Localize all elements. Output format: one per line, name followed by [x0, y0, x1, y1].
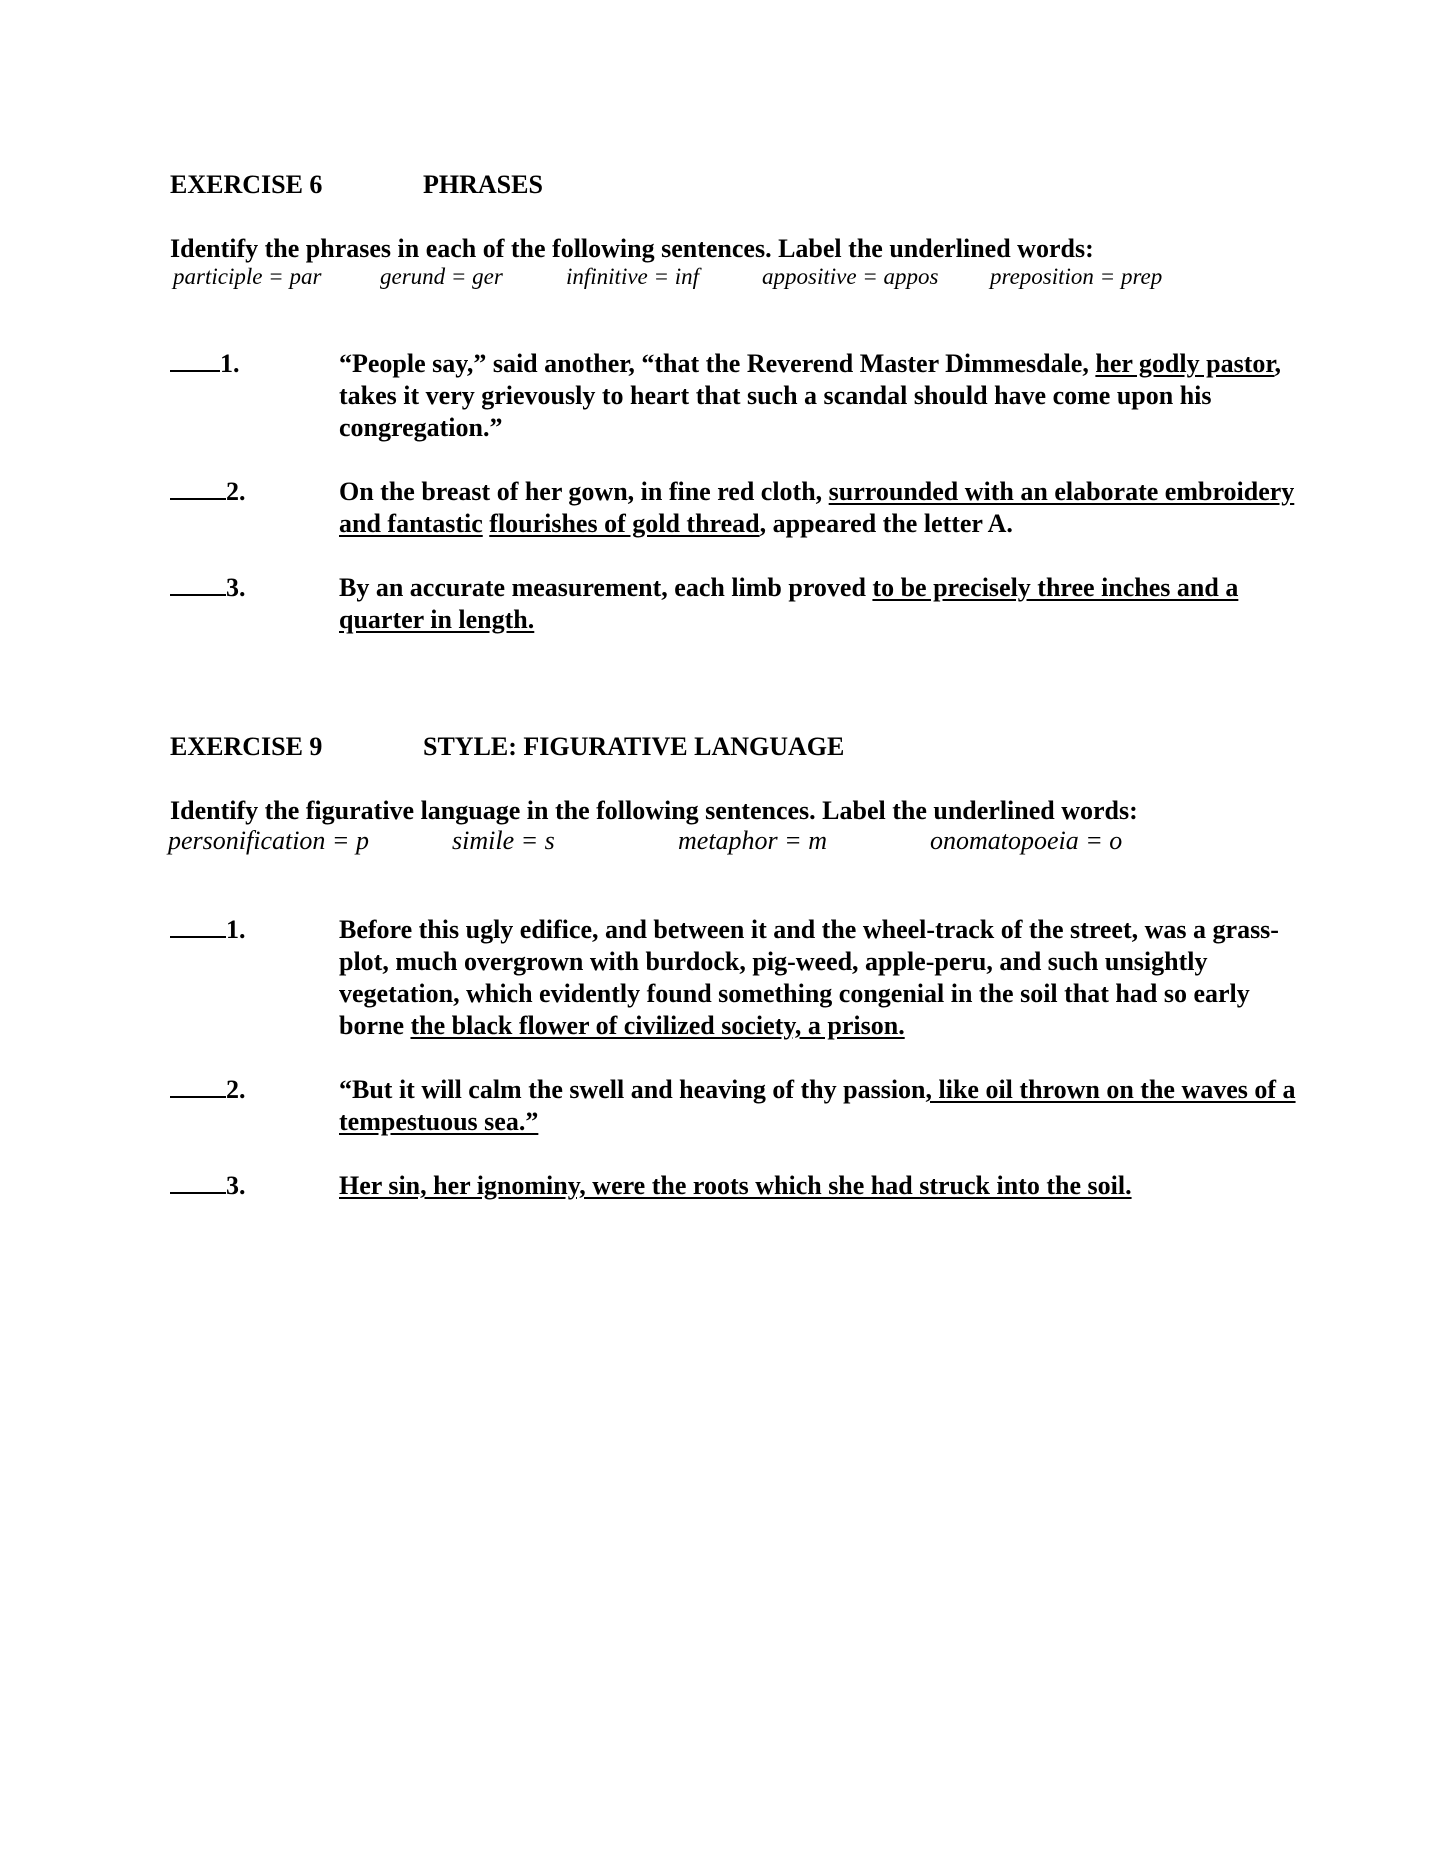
sentence-segment: Before this ugly edifice, and between it and the wheel-track of the street, was a grass-plot, much overgrown with burdock, pig-weed, apple-peru, and such unsightly vegetation, which evidently found something congenial in the soil that had so early borne [339, 915, 1279, 1040]
legend-item: appositive = appos [762, 264, 939, 289]
legend-item: infinitive = inf [566, 264, 700, 289]
underlined-phrase: Her sin, her ignominy, were the roots which she had struck into the soil. [339, 1171, 1132, 1200]
sentence-segment: On the breast of her gown, in fine red cloth, [339, 477, 829, 506]
exercise-item [170, 348, 1320, 444]
legend-item: personification = p [168, 826, 369, 855]
exercise-title: PHRASES [423, 170, 543, 199]
item-sentence [339, 1170, 1299, 1202]
exercise-items [170, 348, 1320, 636]
item-sentence [339, 1074, 1299, 1138]
exercise-6-heading [170, 170, 1320, 210]
underlined-phrase: , like oil thrown on the waves of a tempestuous sea.” [339, 1075, 1296, 1136]
item-sentence [339, 476, 1299, 540]
exercise-item [170, 476, 1320, 540]
underlined-phrase: her godly pastor [1095, 349, 1275, 378]
exercise-9-heading [170, 732, 1320, 772]
item-number: 3. [226, 1171, 246, 1200]
exercise-instruction: Identify the phrases in each of the following sentences. Label the underlined words: [170, 234, 1094, 263]
sentence-segment: , takes it very grievously to heart that such a scandal should have come upon his congregation.” [339, 349, 1282, 442]
item-number: 1. [226, 915, 246, 944]
exercise-number: EXERCISE 9 [170, 732, 323, 761]
exercise-item [170, 572, 1320, 636]
item-sentence [339, 914, 1299, 1042]
exercise-6-section [170, 170, 1320, 668]
sentence-segment: “People say,” said another, “that the Reverend Master Dimmesdale, [339, 349, 1096, 378]
answer-blank[interactable] [170, 348, 250, 380]
exercise-item [170, 1074, 1320, 1138]
label-legend [170, 826, 1320, 860]
underlined-phrase: to be precisely three inches and a quarter in length. [339, 573, 1239, 634]
item-number: 2. [226, 1075, 246, 1104]
exercise-title: STYLE: FIGURATIVE LANGUAGE [423, 732, 845, 761]
item-sentence [339, 572, 1299, 636]
exercise-instruction: Identify the figurative language in the following sentences. Label the underlined words: [170, 796, 1138, 825]
label-legend [170, 264, 1320, 296]
legend-item: participle = par [173, 264, 322, 289]
answer-blank[interactable] [170, 914, 250, 946]
exercise-item [170, 914, 1320, 1042]
answer-blank[interactable] [170, 572, 250, 604]
exercise-items [170, 914, 1320, 1202]
legend-item: preposition = prep [990, 264, 1163, 289]
exercise-9-section [170, 732, 1320, 1234]
legend-item: metaphor = m [678, 826, 827, 855]
underlined-phrase: surrounded with an elaborate embroidery and fantastic [339, 477, 1295, 538]
item-sentence [339, 348, 1299, 444]
legend-item: onomatopoeia = o [930, 826, 1123, 855]
exercise-number: EXERCISE 6 [170, 170, 323, 199]
answer-blank[interactable] [170, 1170, 250, 1202]
sentence-segment: By an accurate measurement, each limb proved [339, 573, 873, 602]
legend-item: simile = s [452, 826, 555, 855]
underlined-phrase: the black flower of civilized society, a prison. [410, 1011, 905, 1040]
item-number: 1. [220, 349, 240, 378]
legend-item: gerund = ger [380, 264, 503, 289]
item-number: 3. [226, 573, 246, 602]
sentence-segment: “But it will calm the swell and heaving of thy passion [339, 1075, 926, 1104]
underlined-phrase: flourishes of gold thread [489, 509, 760, 538]
sentence-segment: , appeared the letter A. [759, 509, 1013, 538]
item-number: 2. [226, 477, 246, 506]
answer-blank[interactable] [170, 1074, 250, 1106]
exercise-item [170, 1170, 1320, 1202]
answer-blank[interactable] [170, 476, 250, 508]
